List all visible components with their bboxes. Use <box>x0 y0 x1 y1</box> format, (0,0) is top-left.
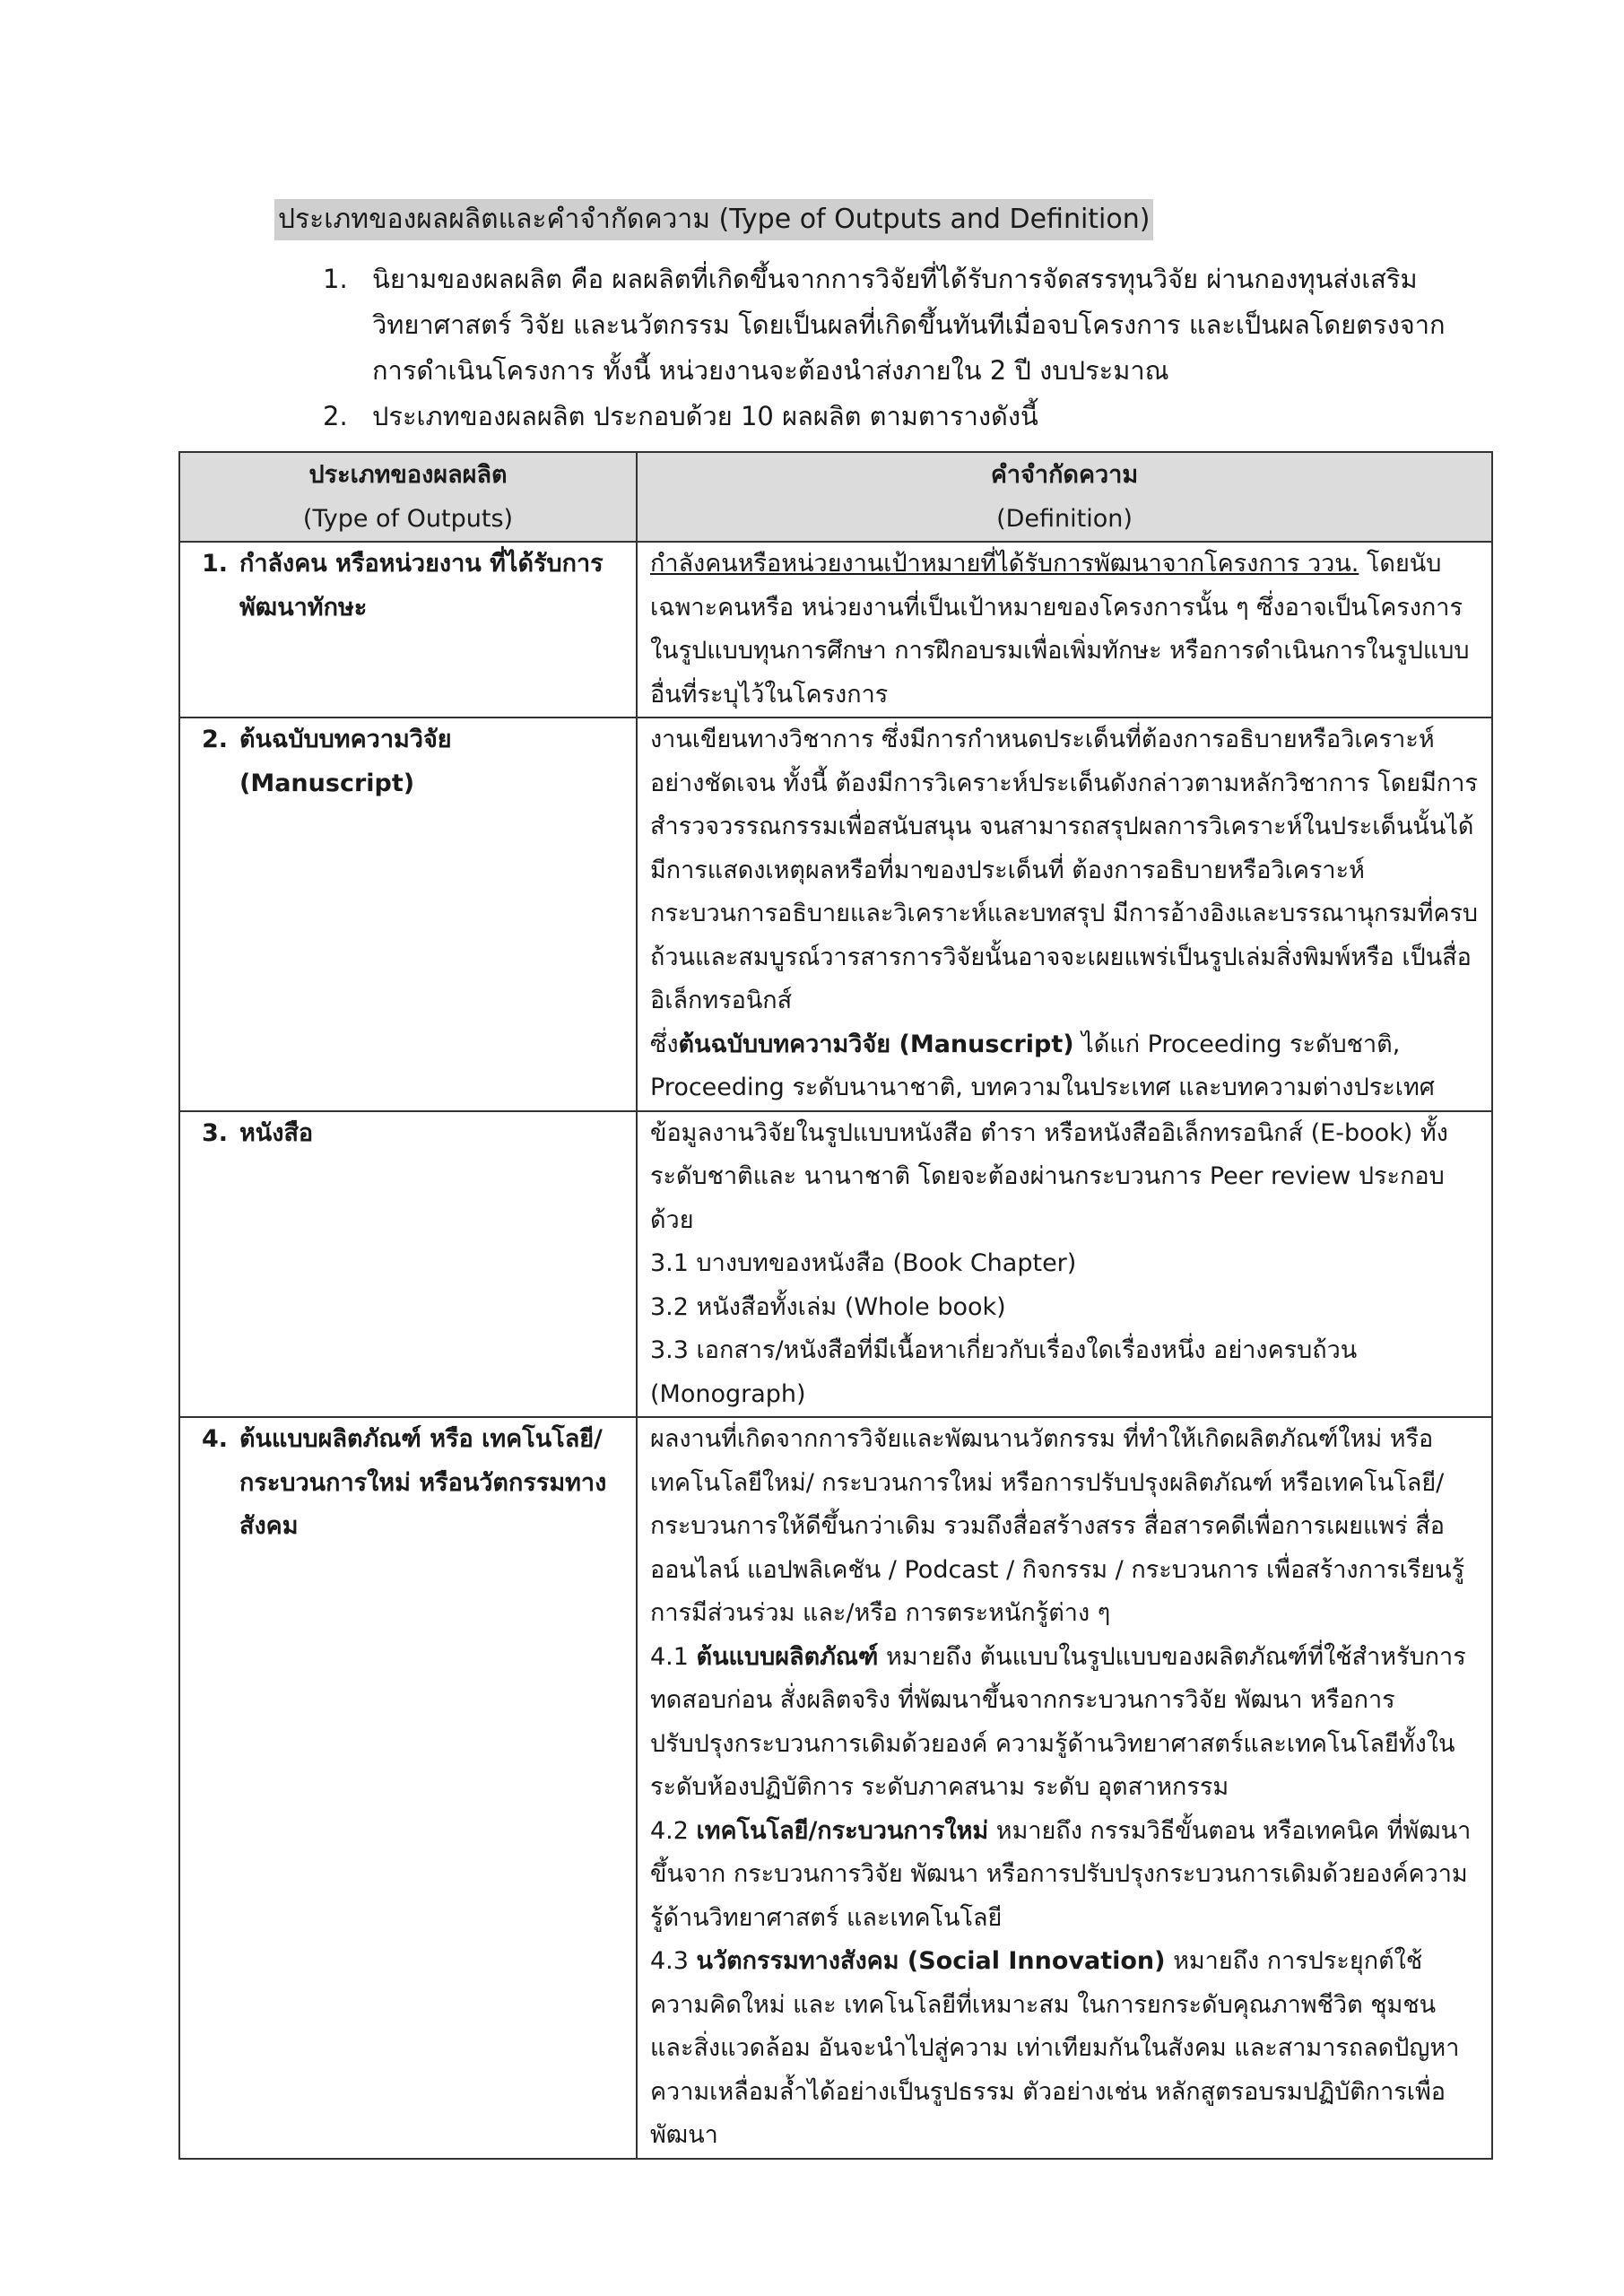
definition-underlined: กำลังคนหรือหน่วยงานเป้าหมายที่ได้รับการพัฒนาจากโครงการ ววน. <box>650 550 1359 578</box>
intro-item-number: 1. <box>323 264 348 294</box>
row-number: 3. <box>202 1118 229 1147</box>
output-type-cell <box>179 1417 637 2159</box>
definition-subitem <box>650 1810 1479 1941</box>
row-number: 4. <box>202 1425 229 1453</box>
intro-item-text: นิยามของผลผลิต คือ ผลผลิตที่เกิดขึ้นจากการวิจัยที่ได้รับการจัดสรรทุนวิจัย ผ่านกองทุนส่งเสริมวิทยาศาสตร์ วิจัย และนวัตกรรม โดยเป็นผลที่เกิดขึ้นทันทีเมื่อจบโครงการ และเป็นผลโดยตรงจากการดำเนินโครงการ ทั้งนี้ หน่วยงานจะต้องนำส่งภายใน 2 ปี งบประมาณ <box>372 264 1446 386</box>
subitem-number: 4.1 <box>650 1642 697 1671</box>
definition-subitem: 3.1 บางบทของหนังสือ (Book Chapter) <box>650 1249 1077 1277</box>
table-header-row <box>179 452 1492 542</box>
subitem-number: 4.3 <box>650 1947 697 1975</box>
row-number: 2. <box>202 726 229 753</box>
intro-item-number: 2. <box>323 401 348 431</box>
intro-item <box>323 394 1489 439</box>
definition-column-header <box>637 452 1492 542</box>
definition-subitem <box>650 1636 1479 1810</box>
definition-cell <box>637 1417 1492 2159</box>
definition-subitem: 3.2 หนังสือทั้งเล่ม (Whole book) <box>650 1292 1006 1321</box>
output-type-cell <box>179 542 637 718</box>
table-row <box>179 1111 1492 1418</box>
note-bold-term: ต้นฉบับบทความวิจัย (Manuscript) <box>678 1030 1074 1058</box>
definition-subitem <box>650 1940 1479 2158</box>
section-heading: ประเภทของผลผลิตและคำจำกัดความ (Type of Outputs and Definition) <box>274 199 1153 240</box>
intro-list <box>323 257 1489 439</box>
subitem-text: หมายถึง กรรมวิธีขั้นตอน หรือเทคนิค ที่พัฒนาขึ้นจาก กระบวนการวิจัย พัฒนา หรือการปรับปรุงกระบวนการเดิมด้วยองค์ความรู้ด้านวิทยาศาสตร์ และเทคโนโลยี <box>650 1816 1472 1932</box>
definition-note <box>650 1023 1479 1110</box>
output-type-label: หนังสือ <box>239 1118 314 1147</box>
definition-text: โดยนับเฉพาะคนหรือ หน่วยงานที่เป็นเป้าหมายของโครงการนั้น ๆ ซึ่งอาจเป็นโครงการในรูปแบบทุนการศึกษา การฝึกอบรมเพื่อเพิ่มทักษะ หรือการดำเนินการในรูปแบบอื่นที่ระบุไว้ในโครงการ <box>650 550 1470 709</box>
type-header-english: (Type of Outputs) <box>302 505 514 533</box>
intro-item <box>323 257 1489 394</box>
definition-cell <box>637 1111 1492 1418</box>
table-row <box>179 542 1492 718</box>
output-type-label: ต้นฉบับบทความวิจัย (Manuscript) <box>239 726 452 797</box>
subitem-number: 4.2 <box>650 1816 697 1845</box>
table-row <box>179 718 1492 1111</box>
intro-item-text: ประเภทของผลผลิต ประกอบด้วย 10 ผลผลิต ตามตารางดังนี้ <box>372 401 1038 431</box>
output-type-cell <box>179 718 637 1111</box>
note-text: ได้แก่ Proceeding ระดับชาติ, Proceeding ระดับนานาชาติ, บทความในประเทศ และบทความต่างประเทศ <box>650 1030 1435 1101</box>
table-row <box>179 1417 1492 2159</box>
definition-header-english: (Definition) <box>996 505 1133 533</box>
type-column-header <box>179 452 637 542</box>
definition-text: ข้อมูลงานวิจัยในรูปแบบหนังสือ ตำรา หรือหนังสืออิเล็กทรอนิกส์ (E-book) ทั้งระดับชาติและ นานาชาติ โดยจะต้องผ่านกระบวนการ Peer review ประกอบด้วย <box>650 1118 1448 1234</box>
row-number: 1. <box>202 550 229 578</box>
subitem-term: นวัตกรรมทางสังคม (Social Innovation) <box>696 1947 1166 1975</box>
output-type-label: ต้นแบบผลิตภัณฑ์ หรือ เทคโนโลยี/ กระบวนการใหม่ หรือนวัตกรรมทางสังคม <box>239 1425 607 1540</box>
output-type-cell <box>179 1111 637 1418</box>
type-header-thai: ประเภทของผลผลิต <box>308 461 508 489</box>
definition-cell <box>637 542 1492 718</box>
output-type-label: กำลังคน หรือหน่วยงาน ที่ได้รับการพัฒนาทักษะ <box>239 550 604 622</box>
subitem-text: หมายถึง ต้นแบบในรูปแบบของผลิตภัณฑ์ที่ใช้สำหรับการทดสอบก่อน สั่งผลิตจริง ที่พัฒนาขึ้นจากกระบวนการวิจัย พัฒนา หรือการปรับปรุงกระบวนการเดิมด้วยองค์ ความรู้ด้านวิทยาศาสตร์และเทคโนโลยีทั้งในระดับห้องปฏิบัติการ ระดับภาคสนาม ระดับ อุตสาหกรรม <box>650 1642 1466 1801</box>
subitem-text: หมายถึง การประยุกต์ใช้ความคิดใหม่ และ เทคโนโลยีที่เหมาะสม ในการยกระดับคุณภาพชีวิต ชุมชน และสิ่งแวดล้อม อันจะนำไปสู่ความ เท่าเทียมกันในสังคม และสามารถลดปัญหาความเหลื่อมล้ำได้อย่างเป็นรูปธรรม ตัวอย่างเช่น หลักสูตรอบรมปฏิบัติการเพื่อพัฒนา <box>650 1947 1460 2149</box>
definition-text: งานเขียนทางวิชาการ ซึ่งมีการกำหนดประเด็นที่ต้องการอธิบายหรือวิเคราะห์อย่างชัดเจน ทั้งนี้ ต้องมีการวิเคราะห์ประเด็นดังกล่าวตามหลักวิชาการ โดยมีการสำรวจวรรณกรรมเพื่อสนับสนุน จนสามารถสรุปผลการวิเคราะห์ในประเด็นนั้นได้ มีการแสดงเหตุผลหรือที่มาของประเด็นที่ ต้องการอธิบายหรือวิเคราะห์ กระบวนการอธิบายและวิเคราะห์และบทสรุป มีการอ้างอิงและบรรณานุกรมที่ครบถ้วนและสมบูรณ์วารสารการวิจัยนั้นอาจจะเผยแพร่เป็นรูปเล่มสิ่งพิมพ์หรือ เป็นสื่ออิเล็กทรอนิกส์ <box>650 726 1479 1014</box>
subitem-term: เทคโนโลยี/กระบวนการใหม่ <box>696 1816 989 1845</box>
subitem-term: ต้นแบบผลิตภัณฑ์ <box>696 1642 879 1671</box>
definition-cell <box>637 718 1492 1111</box>
definition-header-thai: คำจำกัดความ <box>990 461 1139 489</box>
definition-text: ผลงานที่เกิดจากการวิจัยและพัฒนานวัตกรรม ที่ทำให้เกิดผลิตภัณฑ์ใหม่ หรือเทคโนโลยีใหม่/ กระบวนการใหม่ หรือการปรับปรุงผลิตภัณฑ์ หรือเทคโนโลยี/ กระบวนการให้ดีขึ้นกว่าเดิม รวมถึงสื่อสร้างสรร สื่อสารคดีเพื่อการเผยแพร่ สื่อออนไลน์ แอปพลิเคชัน / Podcast / กิจกรรม / กระบวนการ เพื่อสร้างการเรียนรู้การมีส่วนร่วม และ/หรือ การตระหนักรู้ต่าง ๆ <box>650 1425 1465 1627</box>
note-prefix: ซึ่ง <box>650 1030 679 1058</box>
definition-subitem: 3.3 เอกสาร/หนังสือที่มีเนื้อหาเกี่ยวกับเรื่องใดเรื่องหนึ่ง อย่างครบถ้วน (Monograph) <box>650 1336 1358 1408</box>
outputs-table <box>178 451 1493 2160</box>
